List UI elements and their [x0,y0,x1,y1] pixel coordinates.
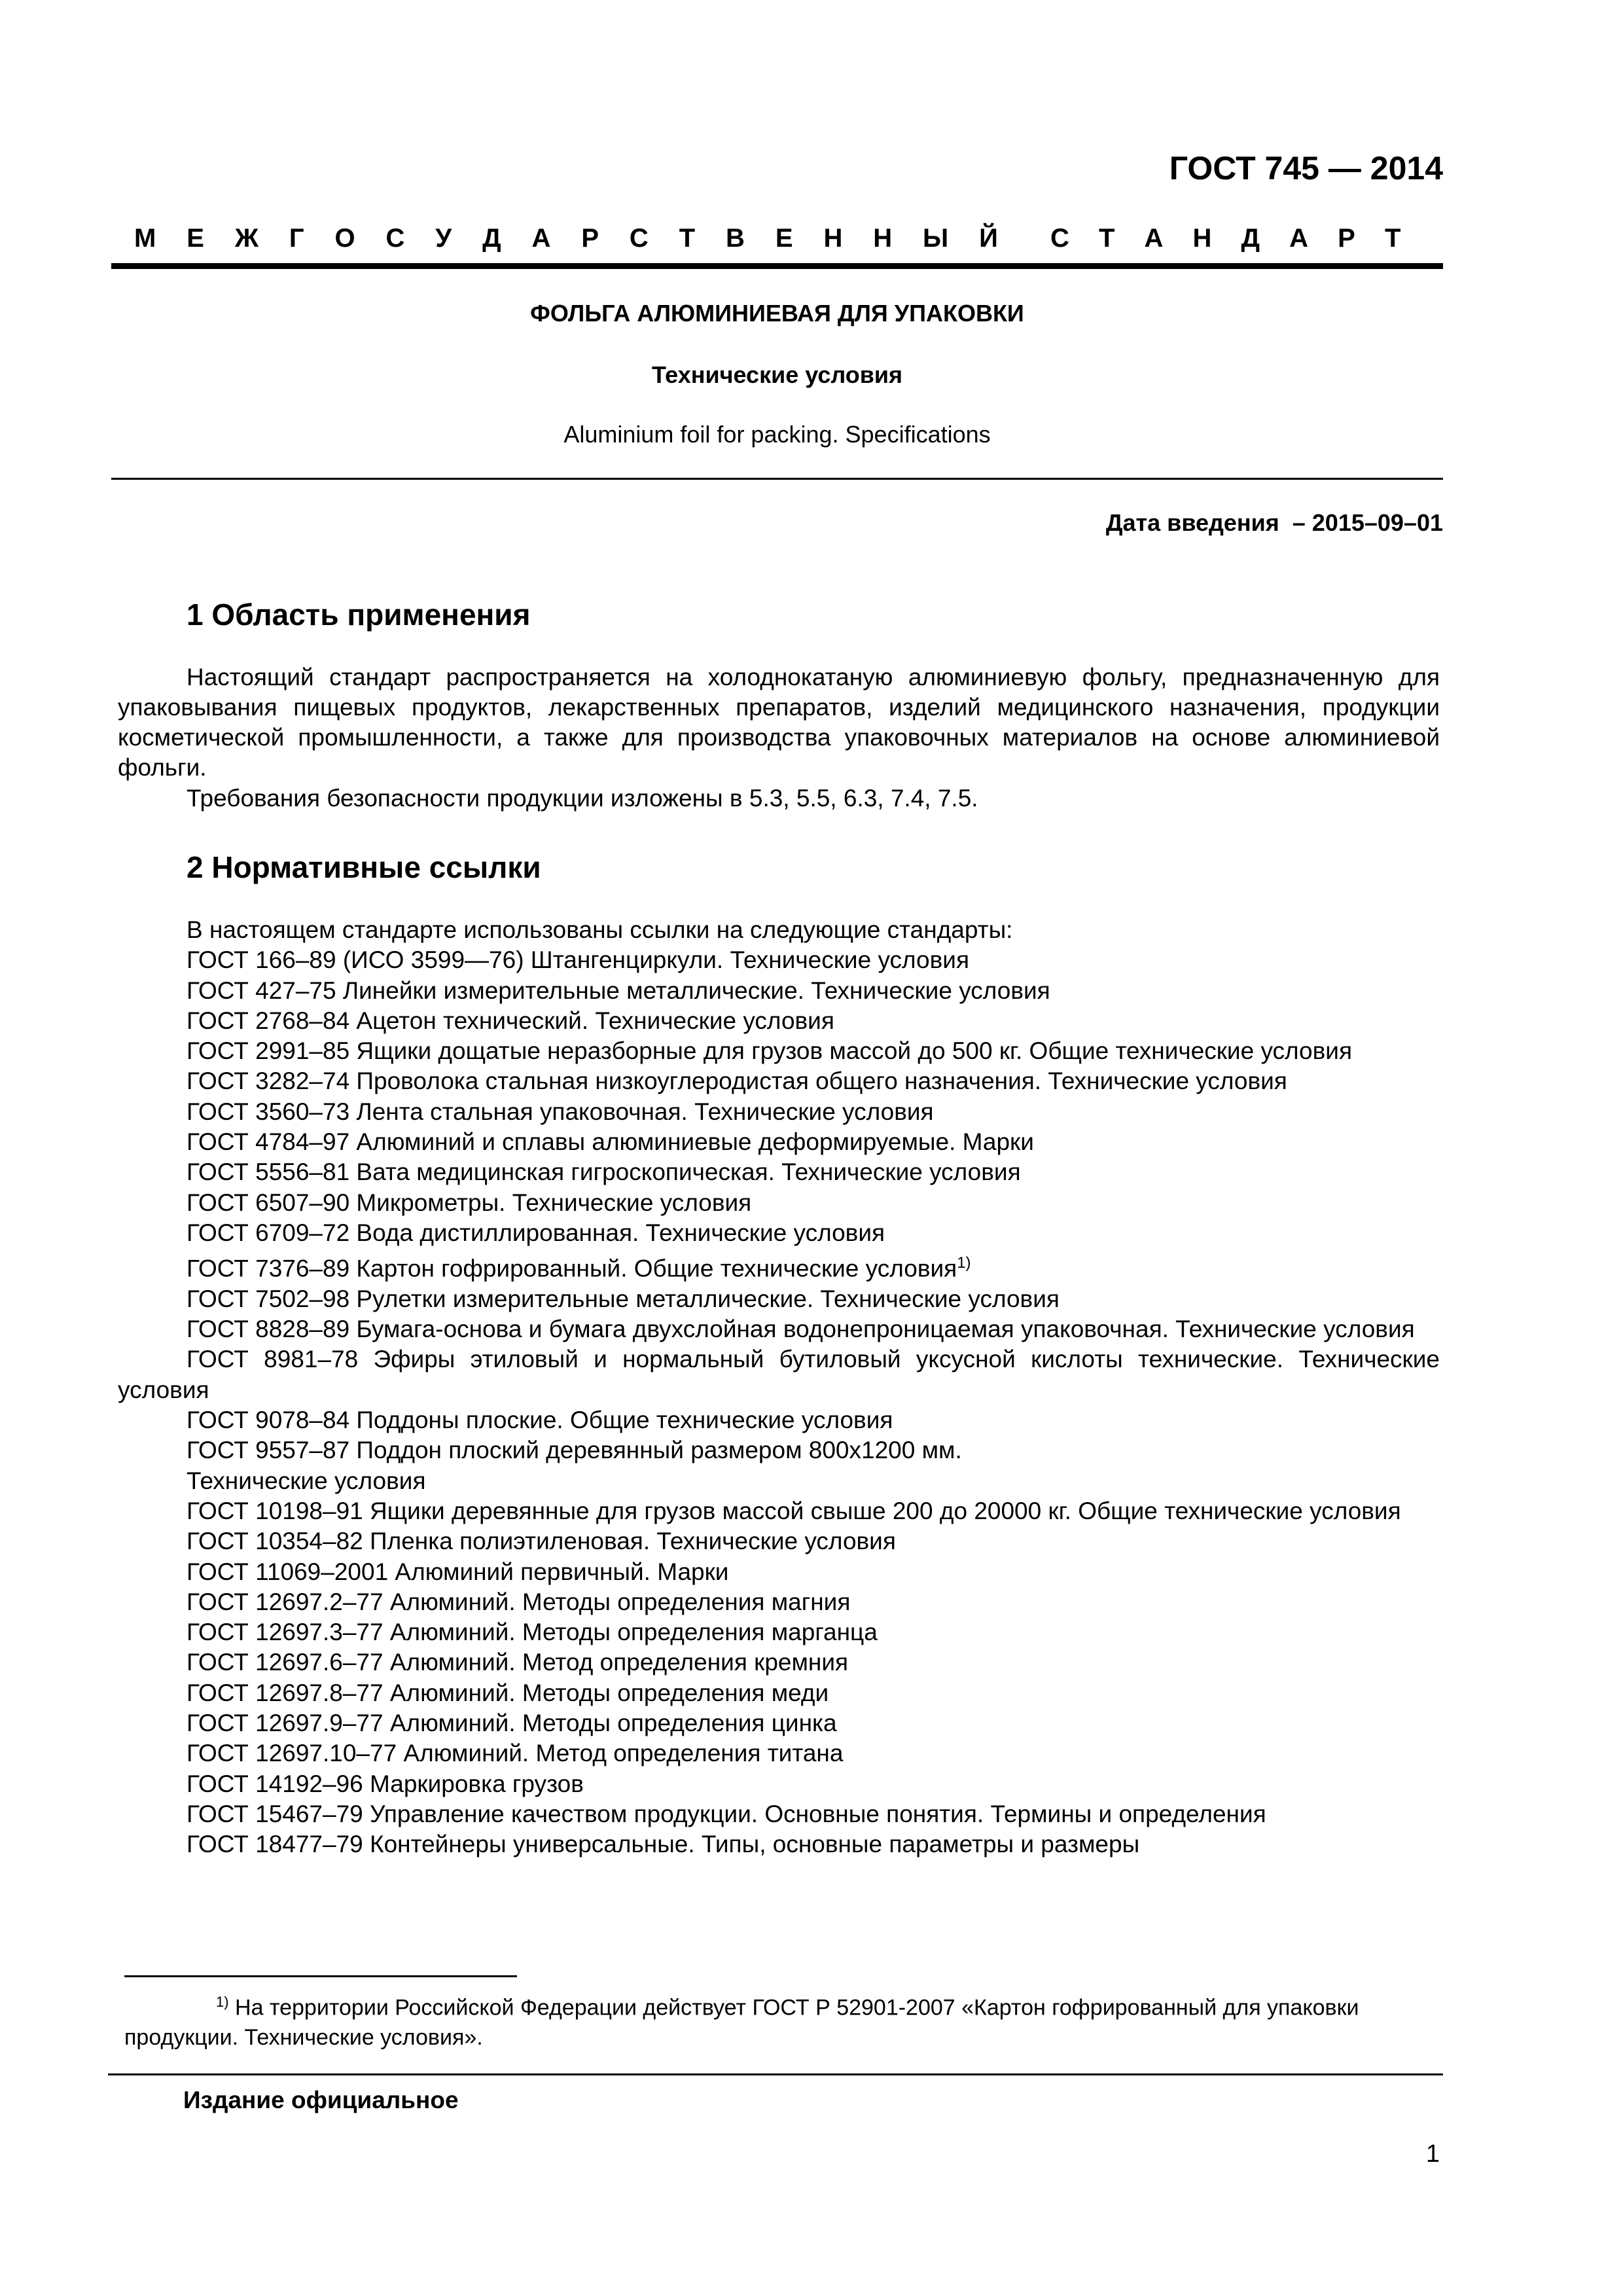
list-item: ГОСТ 12697.2–77 Алюминий. Методы определения магния [187,1588,851,1615]
list-item: ГОСТ 14192–96 Маркировка грузов [187,1770,584,1797]
header-rule [111,263,1443,269]
title-rule [111,478,1443,480]
list-item: ГОСТ 166–89 (ИСО 3599—76) Штангенциркули. Технические условия [187,946,969,974]
list-item: ГОСТ 3282–74 Проволока стальная низкоуглеродистая общего назначения. Технические условия [187,1067,1287,1095]
list-item: ГОСТ 12697.8–77 Алюминий. Методы определения меди [187,1679,829,1706]
list-item-text: ГОСТ 7376–89 Картон гофрированный. Общие технические условия [187,1255,957,1282]
section-heading-references: 2 Нормативные ссылки [187,850,541,884]
list-item: ГОСТ 8828–89 Бумага-основа и бумага двухслойная водонепроницаемая упаковочная. Технические условия [187,1316,1415,1343]
list-item: ГОСТ 11069–2001 Алюминий первичный. Марки [187,1558,729,1585]
official-edition-label: Издание официальное [183,2087,459,2113]
list-item: ГОСТ 6709–72 Вода дистиллированная. Технические условия [187,1219,885,1246]
list-item: ГОСТ 12697.6–77 Алюминий. Метод определения кремния [187,1649,849,1676]
footnote-marker: 1) [216,1994,229,2010]
introduction-date: Дата введения – 2015–09–01 [1105,509,1443,536]
scope-paragraph: Настоящий стандарт распространяется на холоднокатаную алюминиевую фольгу, предназначенную для упаковывания пищевых продуктов, лекарственных препаратов, изделий медицинского назначения, продукции косметической промышленности, а также для производства упаковочных материалов на основе алюминиевой фольги. [118,664,1440,781]
safety-paragraph: Требования безопасности продукции изложены в 5.3, 5.5, 6.3, 7.4, 7.5. [187,785,978,812]
list-item: ГОСТ 9078–84 Поддоны плоские. Общие технические условия [187,1407,893,1434]
list-item: ГОСТ 10354–82 Пленка полиэтиленовая. Технические условия [187,1528,896,1555]
footnote-text: На территории Российской Федерации действует ГОСТ Р 52901-2007 «Картон гофрированный для упаковки продукции. Технические условия». [124,1995,1359,2051]
list-item: ГОСТ 12697.9–77 Алюминий. Методы определения цинка [187,1710,837,1737]
list-item [118,1248,1440,1284]
list-item: ГОСТ 12697.3–77 Алюминий. Методы определения марганца [187,1619,878,1646]
list-item: Технические условия [187,1467,426,1494]
standard-word: С Т А Н Д А Р Т [1050,224,1401,253]
list-item: ГОСТ 4784–97 Алюминий и сплавы алюминиевые деформируемые. Марки [187,1128,1034,1156]
footer-rule [108,2073,1443,2075]
interstate-word: М Е Ж Г О С У Д А Р С Т В Е Н Н Ы Й [134,224,999,253]
list-item: ГОСТ 7502–98 Рулетки измерительные металлические. Технические условия [187,1285,1060,1312]
footnote-separator [124,1975,517,1977]
list-item: ГОСТ 2768–84 Ацетон технический. Технические условия [187,1007,834,1034]
section-heading-scope: 1 Область применения [187,598,531,632]
list-item: ГОСТ 5556–81 Вата медицинская гигроскопическая. Технические условия [187,1158,1021,1186]
list-item: ГОСТ 10198–91 Ящики деревянные для грузов массой свыше 200 до 20000 кг. Общие технические условия [187,1497,1401,1524]
footnote [124,1987,1381,2053]
list-item: ГОСТ 3560–73 Лента стальная упаковочная. Технические условия [187,1098,934,1125]
interstate-standard-banner [134,224,1404,253]
document-title: ФОЛЬГА АЛЮМИНИЕВАЯ ДЛЯ УПАКОВКИ [530,300,1024,327]
list-item: ГОСТ 12697.10–77 Алюминий. Метод определения титана [187,1740,844,1767]
list-item: ГОСТ 15467–79 Управление качеством продукции. Основные понятия. Термины и определения [187,1800,1266,1827]
normative-references-list [118,915,1440,1860]
list-item: ГОСТ 2991–85 Ящики дощатые неразборные для грузов массой до 500 кг. Общие технические условия [187,1037,1352,1065]
list-item: ГОСТ 6507–90 Микрометры. Технические условия [187,1189,752,1216]
footnote-marker: 1) [957,1254,971,1272]
list-item: ГОСТ 427–75 Линейки измерительные металлические. Технические условия [187,977,1050,1004]
english-title: Aluminium foil for packing. Specifications [563,421,991,448]
gost-number: ГОСТ 745 — 2014 [1169,150,1443,187]
list-item: ГОСТ 9557–87 Поддон плоский деревянный размером 800х1200 мм. [187,1437,962,1464]
list-item: В настоящем стандарте использованы ссылки на следующие стандарты: [187,916,1013,943]
list-item: ГОСТ 8981–78 Эфиры этиловый и нормальный бутиловый уксусной кислоты технические. Технические условия [118,1346,1440,1403]
page-number: 1 [1425,2140,1440,2168]
list-item: ГОСТ 18477–79 Контейнеры универсальные. Типы, основные параметры и размеры [187,1831,1140,1858]
document-subtitle: Технические условия [651,361,903,388]
